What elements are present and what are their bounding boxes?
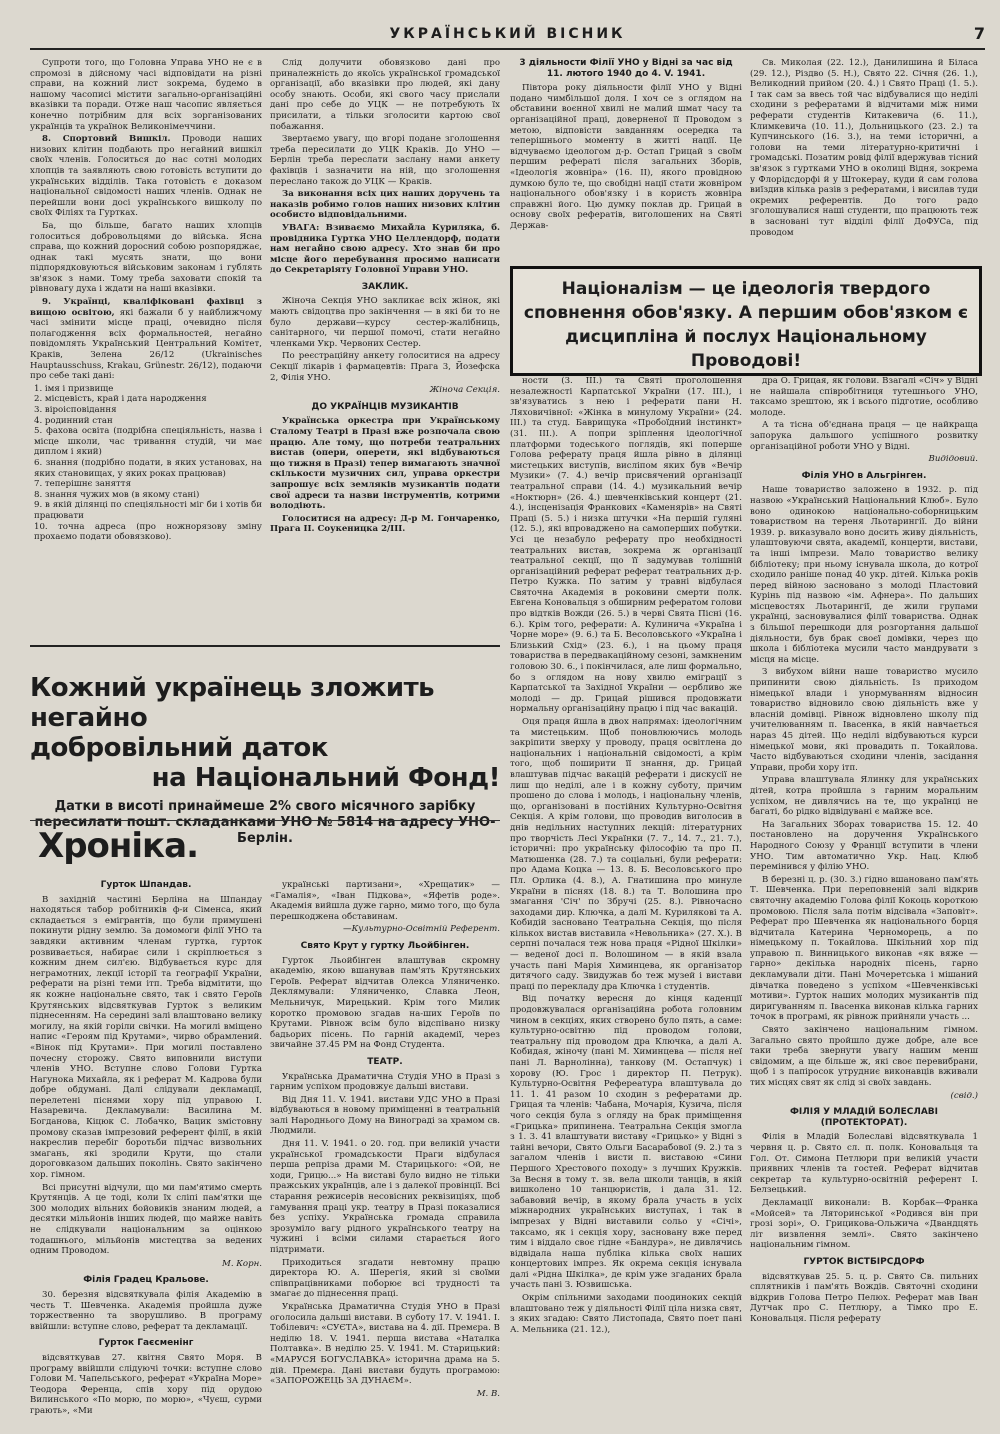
paragraph: 30. березня відсвяткувала філія Академію в честь Т. Шевченка. Академія пройшла дуже торжественно та зворушливо. В програму ввійшли: вступне слово, реферат та декламації. [30, 1289, 262, 1332]
paragraph: В березні ц. р. (30. 3.) гідно вшановано пам'ять Т. Шевченка. При переповненій залі відкрив святочну академію Голова філії Кокоць короткою промовою. Після зала потім відсівала «Заповіт». Реферат про Шевченка як національного борця відчитала Катерина Черноморець, а по німецькому п. Токайлова. Шкільний хор під управою п. Винницького виконав «як вяже — гарно» декілька народніх пісень, гарно декламували діти. Пані Мочеретська і мішаний дівчатка поведено з успіхом «Шевченківські мотиви». Гурток наших молодих музикантів під диригуванням п. Івасенка виконав кілька гарних точок в програмі, як рівнож прийняли участь ... [750, 874, 978, 1023]
list-item: 4. родинний стан [34, 415, 113, 426]
signature: М. Корн. [222, 1258, 262, 1269]
paragraph: Від початку вересня до кінця каденції продовжувалася організаційна робота головним чином в секціях, яких створено було пять, а саме: культурно-освітню під проводом голови, театральну під проводом дра Ключка, а далі А. Кобидая, жіночу (пані М. Химинцева — після неї пані Л. Варнолінна), танкову (М. Остапчук) і хорову (Ю. Грос і директор П. Петрук). Культурно-Освітня Рефереатура влаштувала до 11. 1. 41 разом 10 сходин з рефератами др. Грицая та членів: Чабана, Мочарія, Кузича, після чого секція була з огляду на брак приміщення «Грицька» припинена. Театральна Секція змогла з 1. 3. 41 влаштувати виставу «Грицько» у Відні з тайні вечори, Свято Ольги Басарабової (9. 2.) та з загалом членів і висти п. виставою «Сини Першого Хрестового походу» з лучших Кружків. За Весня в тому т. зв. вела школи танців, в якій вишколено 10 танцюристів, і дала 31. 12. забавовий вечір, в якому брала участь в усіх міжнародних українських виступах, і так в імпрезах у Відні виставили сольо у «Січі», таксамо, як і секція хору, засновану вже перед тим і віддало своє гідне «Бандура», не дивлячись відвідала наша публіка кілька своїх наших концертових імпрез. Як окрема секція існувала далі «Рідна Шкілка», де крім уже згаданих брала участь пані З. Юзвишська. [510, 994, 742, 1291]
signature: —Культурно-Освітній Референт. [343, 924, 500, 935]
vistbirsdorf-heading: ГУРТОК ВІСТБІРСДОРФ [803, 1256, 925, 1267]
paragraph [30, 297, 262, 382]
column-2-bottom [270, 880, 500, 1406]
paragraph: українські партизани», «Хрещатик» — «Гамалія», «Іван Підкова», «Яфетів роде». Академія вийшла дуже гарно, мимо того, що була перешкоджена обставинам. [270, 880, 500, 922]
list-item: 9. в якій ділянці по спеціяльності міг би і хотів би працювати [34, 500, 262, 521]
paragraph: Управа влаштувала Ялинку для українських дітей, котра пройшла з гарним моральним успіхом, не дивлячись на те, що українці не багаті, бо рідко відвідувані є майже все. [750, 775, 978, 818]
list-item: 10. точна адреса (про ножнорязову зміну прохаємо подати обовязково). [34, 521, 262, 543]
paragraph: Приходиться згадати невтомну працю директора Ю. А. Шерегія, який зі своїми співпрацівниками поборює всі трудності та змагає до піднесення праці. [270, 1257, 500, 1300]
paragraph: Жіноча Секція УНО закликає всіх жінок, які мають свідоцтва про закінчення — в які би то не було держави—курсу сестер-жалібниць, санітарного, чи першої помочі, стати негайно членками Укр. Червоних Сестер. [270, 296, 500, 349]
paragraph: Голоситися на адресу: Д-р М. Гончаренко, Прага II. Соукеницка 2/III. [270, 513, 500, 535]
paragraph: Ба, що більше, багато наших хлопців голоситься добровольцями до війська. Ясна справа, що кожний доросний собою розпоряджає, однак такі мусять знати, що вони підпорядковуються військовим законам і гублять зв'язок з нами. Тому треба заховати спокій та рівновагу духа і ждати на наші вказівки. [30, 220, 262, 295]
column-1-bottom [30, 880, 262, 1416]
kruty-heading: Свято Крут у гуртку Льойбінген. [300, 940, 470, 951]
paragraph: Українська Драматична Студія УНО в Празі оголосила дальші вистави. В суботу 17. V. 1941. І. Тобілевич: «СУЄТА», вистава на 4. дії. Премєра. В неділю 18. V. 1941. перша вистава «Наталка Полтавка». В неділю 25. V. 1941. М. Старицький: «МАРУСЯ БОГУСЛАВКА» історична драма на 5. дій. Премєра. Дані вистави будуть програмою: «ЗАПОРОЖЕЦЬ ЗА ДУНАЄМ». [270, 1301, 500, 1387]
gaesmening-heading: Гурток Гаєсменінг [98, 1338, 194, 1349]
paragraph: За виконання всіх цих наших доручень та наказів робимо голов наших низових клітин особисто відповідальними. [270, 189, 500, 221]
zaklyk-heading: ЗАКЛИК. [361, 281, 409, 292]
nationalism-banner [510, 266, 982, 376]
paragraph: Слід долучити обовязково дані про приналежність до якоїсь української громадської організації, або вказівки про людей, які дану особу знають. Особи, які свого часу прислали дані про себе до УЦК — не потребують їх присилати, а тільки зголосити картою свої побажання. [270, 58, 500, 132]
vienna-heading: 3 діяльности Філії УНО у Відні за час від 11. лютого 1940 до 4. V. 1941. [519, 58, 733, 79]
paragraph: З вибухом війни наше товариство мусило припинити свою діяльність. Із приходом німецької влади і унормуванням відносин товариство відновило свою діяльність вже у власній домівці. Рівнож відновлено школу під учителюванням п. Івасенка, в якій навчається нараз 45 дітей. Що неділі відбуваються курси німецької мови, які провадить п. Токайлова. Часто відбуваються сходини членів, засідання Управи, проби хору ітп. [750, 667, 978, 773]
column-3-main [510, 376, 742, 1406]
paragraph-text: Проводи наших низових клітин подбають про негайний вишкіл своїх членів. Голоситься до нас сотні молодих хлопців та заявляють свою готовість вступити до українських відділів. Така готовість є доказом національної свідомості наших членів. Однак не перейшли вони досі українського вишколу по своїх Філіях та Гуртках. [30, 134, 262, 219]
paragraph: Наше товариство заложено в 1932. р. під назвою «Український Національний Клюб». Було воно одинокою національно-соборницьким товариством на тереня Льотарингії. До війни 1939. р. виказувало воно досить живу діяльність, улаштовуючи свята, академії, концерти, вистави, та інші імпрези. Мало товариство велику бібліотеку; при ньому існувала школа, до котрої сходило раніше понад 40 укр. дітей. Кількa років перед війною засновано з молоді Пластовий Курінь під назвою «ім. Афнера». По дальших місцевостях Льотарингії, де жили групами українці, засновувалися філії товариства. Однак з більшої перешкоди для розгортання дальшої діяльности, був брак своєї домівки, через що школа і бібліотека мусили часто мандрувати з місця на місце. [750, 485, 978, 665]
algringen-heading: Філія УНО в Альгрінген. [801, 470, 927, 481]
mlada-boleslav-heading: ФІЛІЯ У МЛАДІЙ БОЛЕСЛАВІ (ПРОТЕКТОРАТ). [789, 1107, 939, 1128]
list-item: 8. знання чужих мов (в якому стані) [34, 489, 200, 500]
musicians-heading: ДО УКРАЇНЦІВ МУЗИКАНТІВ [311, 401, 459, 412]
chronicle-title: Хроніка. [38, 826, 198, 866]
column-3-top [510, 58, 742, 260]
list-item: 6. знання (подрібно подати, в яких установах, на яких становищах, у яких роках працював) [34, 457, 262, 479]
fund-headline-3: на Національний Фонд! [151, 763, 500, 793]
banner-text: Націоналізм — це ідеологія твердого сповнення обов'язку. А першим обов'язком є дисципліна й послух Національному Проводові! [523, 279, 969, 371]
fund-headline-2: добровільний даток [30, 733, 328, 763]
paragraph: По реєстраційну анкету голоситися на адресу Секції лікарів і фармацевтів: Прага 3, Йозефска 2, Філія УНО. [270, 351, 500, 383]
paragraph: Українська Драматична Студія УНО в Празі з гарним успіхом продовжує дальші вистави. [270, 1071, 500, 1093]
paragraph: відсвяткував 25. 5. ц. р. Свято Св. пильних сплятників і пам'ять Вождів. Святочні сходини відкрив Голова Петро Пелюх. Реферат мав Іван Дутчак про С. Петлюру, а Тімко про Е. Коновальця. Після реферату [750, 1271, 978, 1324]
signature: М. В. [476, 1388, 500, 1399]
paragraph: Декламації виконали: В. Корбак—Франка «Мойсей» та Ляторинської «Родився він при грозі зорі», О. Грицикова-Ольжича «Двандцять літ визвлення землі». Свято закінчено національним гімном. [750, 1197, 978, 1251]
signature: Видідовий. [928, 454, 978, 465]
notice-uvaga: УВАГА: Взиваємо Михайла Куриляка, б. провідника Гуртка УНО Целлендорф, подати нам негайно свою адресу. Хто знав би про місце його перебування просимо написати до Секретаріяту Головної Управи УНО. [270, 222, 500, 276]
divider [30, 820, 500, 821]
paragraph [30, 134, 262, 219]
paragraph: Філія в Младій Болеславі відсвяткувала 1 червня ц. р. Свято сл. п. полк. Коновальця та Гол. От. Симона Петлюри при великій участи приявних членів та гостей. Реферат відчитав секретар та культурно-освітній референт І. Белзецький. [750, 1132, 978, 1196]
spandau-heading: Гурток Шпандав. [100, 880, 192, 890]
paragraph: Супроти того, що Головна Управа УНО не є в спромозі в дійсному часі відповідати на різні справи, на кожний лист зокрема, будемо в нашому часописі містити загально-організаційні вказівки та поради. Отже наш часопис являється конечно потрібним для всіх зорганізованих українців та українок Великонімеччини. [30, 58, 262, 132]
newspaper-title: УКРАЇНСЬКИЙ ВІСНИК [389, 26, 626, 42]
list-item: 5. фахова освіта (подрібна спеціяльність, назва і місце школи, час тривання студій, чи має диплом і який) [34, 426, 262, 458]
list-item: 1. імя і призвище [34, 383, 114, 394]
requirements-list [30, 384, 262, 543]
paragraph: Окрім спільними заходами поодиноких секцій влаштовано теж у діяльності Філії ціла низка свят, з яких згадаю: Свято Листопада, Свято поет пані А. Мельника (21. 12.), [510, 1293, 742, 1335]
paragraph-text: які бажали б у найближчому часі змінити місце праці, очевидно після полагодження всіх формальностей, негайно повідомлять Український Центральний Комітет, Краків, Зелена 26/12 (Ukrainisches Hauptausschuss, Krakau, Grünestr. 26/12), подаючи про себе такі дані: [30, 307, 262, 382]
paragraph: дра О. Грицая, як голови. Взагалі «Січ» у Відні не найшала співробітниця тутешнього УНО, таксамо зрештою, як і всього підготие, особливо молоде. [750, 376, 978, 418]
column-4-main [750, 376, 978, 1406]
paragraph: Оця праця йшла в двох напрямах: ідеологічним та мистецьким. Щоб поновлюючись молодь закріпити зверху у проводу, праця освітлена до національних і національній свідомості, а крім того, щоб поширити її знання, др. Грицай влаштував підчас вакацій реферати і дискусії не лиш що неділі, але і в кожну суботу, причим прошено до слова і молодь, і національну членів, що, організовані в постійних Культурно-Освітня Секція. А крім голови, що проводив виголосив в днів недільних наступних лекцій: літературних про творчість Лесі Українки (7. 7., 14. 7., 21. 7.), історичні: про українську філософію та про П. Матюшенка (28. 7.) та соціальні, були реферати: про Адама Коцка — 13. 8. Б. Весоловського про Пл. Орлика (4. 8.), А. Гнатишина про минуле України в піснях (18. 8.) та Т. Волошина про змагання 'Січ' по Збручі (25. 8.). Рівночасно заходами дир. Ключка, а далі М. Курилякові та А. Кобидій засновано Театральна Секція, що після кількох вистав виставила «Невольника» (27. X.). В серпні почалася теж нова праця «Рідної Шкілки» — веденої досі п. Волошином — в якій взала участь пані Марія Химинцева, як організатор дитячого саду. Звидужав бо теж музей і вистави праці по перекладу дра Ключка і студентів. [510, 717, 742, 992]
section-heading: 8. Спортовий Вишкіл. [42, 134, 171, 145]
paragraph: Св. Миколая (22. 12.), Данилишина й Біласа (29. 12.), Різдво (5. Н.), Свято 22. Січня (26. 1.), Великодний прийом (20. 4.) і Свято Праці (1. 5.). І так сам за ввесь той час відбувалися що неділі сходини з рефератами й відчитами між ними реферати студентів Китакевича (6. 11.), Климкевича (10. 11.), Дольницького (23. 2.) та Купчинського (16. 3.), на теми історичні, а голови на теми літературно-критичні і громадські. Позатим ровід філії вдержував тісний зв'язок з гуртками УНО в околиці Відня, зокрема у Флорідсдорфі й у Штокерау, куди й сам голова виїздив кілька разів з рефератами, і висилав туди окремих референтів. До того радо зголошувалися наші студенти, що працюють теж в засновані тут відділі філії ДоФУСа, під проводом [750, 58, 978, 238]
paragraph: Звертаємо увагу, що вгорі подане зголошення треба пересилати до УЦК Краків. До УНО — Берлін треба переслати заслану нами анкету фахівців і зазначити на ній, що зголошення переслано також до УЦК — Краків. [270, 134, 500, 187]
page-header [30, 22, 985, 50]
signature: (свід.) [950, 1090, 978, 1101]
column-4-top [750, 58, 978, 260]
paragraph: Гурток Льойбінген влаштував скромну академію, якою вшанував пам'ять Крутянських Героїв. Реферат відчитав Олекса Уляниченко. Деклямували: Уляниченко, Славка Леон, Мельничук, Мирецький. Крім того Милик коротко промовою згадав на-ших Героїв по Крутами. Рівнож всім було відспівано низку бадьорих пісень. По гарній академії, через звичайне 37.45 РМ на Фонд Студента. [270, 955, 500, 1051]
paragraph: відсвяткував 27. квітня Свято Моря. В програму ввійшли слідуючі точки: вступне слово Голови М. Чапельського, реферат «Україна Море» Теодора Ференца, спів хору під орудою Вилинського «По морю, по морю», «Чуєш, сурми грають», «Ми [30, 1352, 262, 1416]
paragraph: Півтора року діяльности філії УНО у Відні подано чимбільшої доля. І хоч се з оглядом на обставини воєнної хвилі не малий шмат часу та організаційної праці, доверненої її Проводом з метою, відповісти завданням осередка та теперішнього моменту в житті нації. Це відчуваємо ідеологом д-р. Остап Грицай з своїм першим рефераті після загальних Зборів, «Ідеологія жовніра» (16. II), якого провідною думкою було те, що свобідні нації стати жовніром національного обов'язку і в користь жовніра справжні його. Цю думку поклав др. Грицай в основу своїх рефератів, виголошених на Святі Держав- [510, 83, 742, 231]
fund-instructions: Датки в висоті принаймеше 2% свого місячного зарібку пересилати пошт. складанками УНО № 5814 на адресу УНО-Берлін. [34, 799, 496, 846]
hradec-heading: Філія Градец Кральове. [83, 1275, 209, 1286]
paragraph: Українська оркестра при Українському Сталому Театрі в Празі вже розпочала свою працю. Але тому, що потреби театральних вистав (опери, оперети, які відбуваються що тижня в Празі) тепер вимагають значної скількости музичних сил, управа оркестри запрошує всіх земляків музикантів подати свої адреси та назви інструментів, котрими володіють. [270, 416, 500, 512]
paragraph: ности (3. III.) та Святі проголошення незалежності Карпатської України (17. III.), і зв'язуватись з нею і реферати пани Н. Ляховичівної: «Жінка в минулому України» (24. III.) та студ. Баврищука «Пробоїдний інстинкт» (31. III.). А попри зріплення ідеологічної платформи тодеського поглядів, які поперше Голова реферату праця йшла рівно в ділянці мистецьких виступів, висліпом яких був «Вечір Музики» (7. 4.) вечір присвячений організації театральної справи (14. 4.) музикальний вечір «Ноктюрн» (26. 4.) шевченківський концерт (21. 4.), інсценізація Франкових «Каменярів» на Святі Праці (5. 5.) і низка штучки «На першій гуляні (12. 5.), які впроваджено на самоперших побутки. Усі це незабуло реферату про необхідності театральних вистав, зокрема ж організації театральної секції, що її задумував толішній організаційний реферат реферат театральних д-р. Петро Кужка. По затим у травні відбулася Святочна Академія в роковини смерти полк. Евгена Коновальця з обширним рефератом голови про відтків Вожди (26. 5.) в черві Свята Пісні (16. 6.). Крім того, реферати: А. Кулинича «Україна і Чорне море» (9. 6.) та Б. Весоловського «Україна і Близький Схід» (23. 6.), і на цьому праця товариства в передвакаційному сезоні, замкненим головою 30. 6., і покінчилася, але лиш формально, бо з оглядом на нову хвилю еміграції з Карпатської та Західної України — оєрбливо же молоді — др. Грицай рішився продовжати нормальну організаційну працю і під час вакацій. [510, 376, 742, 715]
column-1-top [30, 58, 262, 632]
paragraph: Всі присутні відчули, що ми пам'ятимо смерть Крутянців. А це тоді, коли їх сліпі пам'ятки ще 300 молодих вільних бойовиків знаним людей, а десятки мільйонів інших людей, що майже навіть не слідкували національним за оцінкою тодашнього, мільйонів мистецтва за ведених одним Проводом. [30, 1182, 262, 1257]
paragraph: В західній частині Берліна на Шпандау находяться табор робітників ф-и Сіменса, який складається з емігрантів, що були примушені покинути рідну землю. За домомоги філії УНО та завдяки активним членам гуртка, гурток розвивається, набирає сили і скріплюється з кожним днем сил'єю. Відбувається курс для неграмотних, лекції історії та географії України, реферати на різні теми ітп. Треба відмітити, що як кожне національне свято, так і свято Героїв Крутянських відсвяткував Гурток з великим піднесенням. На середині залі влаштовано велику могилу, на якій горіли свічки. На могилі вміщено напис «Героям під Крутами», чирво обрамлений. «Вінок під Крутами». При могилі поставлено почесну сторожу. Свято виповнили виступи членів УНО. Вступне слово Голови Гуртка Нагунока Михайла, як і реферат М. Кадрова були добре обдумані. Далі слідували декламації, перелетені піснями хору під управою І. Назаревича. Декламували: Василина М. Богданова, Кіцюк С. Лобачко, Вацик змістовну промову сказав імпрезовий референт філії, в якій накреслив перебіг боротьби підчас визвольних змагань, які зродили Крути, що стали дороговказом дальших поколінь. Свято закінчено хор. гімном. [30, 894, 262, 1181]
column-2-top [270, 58, 500, 632]
list-item: 3. віроісповідання [34, 405, 117, 415]
section-heading: 9. Українці, кваліфіковані фахівці з вищою освітою, [30, 297, 262, 318]
list-item: 7. теперішнє заняття [34, 479, 131, 490]
page-number: 7 [973, 24, 985, 43]
paragraph: Від Дня 11. V. 1941. вистави УДС УНО в Празі відбуваються в новому приміщенні в театральній залі Народнього Дому на Винограді за храмом св. Людмили. [270, 1094, 500, 1137]
paragraph: А та тісна об'єднана праця — це найкраща запорука дальшого успішного розвитку організаційної роботи УНО у Відні. [750, 420, 978, 452]
signature: Жіноча Секція. [429, 385, 500, 396]
list-item: 2. місцевість, край і дата народження [34, 394, 207, 405]
theatre-heading: ТЕАТР. [367, 1056, 403, 1067]
paragraph: Дня 11. V. 1941. о 20. год. при великій участи української громадськости Праги відбулася перша репріза драми М. Старицького: «Ой, не ходи, Грицю...» На виставі було видно не тільки пражських українців, але і з далекої провінції. Всі старання режисерів несовісних реквізиціях, щоб гамування праці укр. театру в Празі показалися без успіху. Українська громада справила зрозуміло вагу рідного українського театру на чужині і всіми силами старається його підтримати. [270, 1139, 500, 1255]
paragraph: На Загальних Зборах товариства 15. 12. 40 постановлено на доручення Українського Народного Союзу у Франції вступити в члени УНО. Тим автоматично Укр. Нац. Клюб перемінився у філію УНО. [750, 819, 978, 873]
fund-headline-1: Кожний українець зложить негайно [30, 673, 435, 733]
paragraph: Свято закінчено національним гімном. Загально свято пройшло дуже добре, але все таки треба звернути увагу нашим менш свідомим, а ще більше ж, які своє перевибрани, щоб і з папіросок утрудниє виконавців вживали тих місцях свят як слід зі своїх завдань. [750, 1025, 978, 1088]
